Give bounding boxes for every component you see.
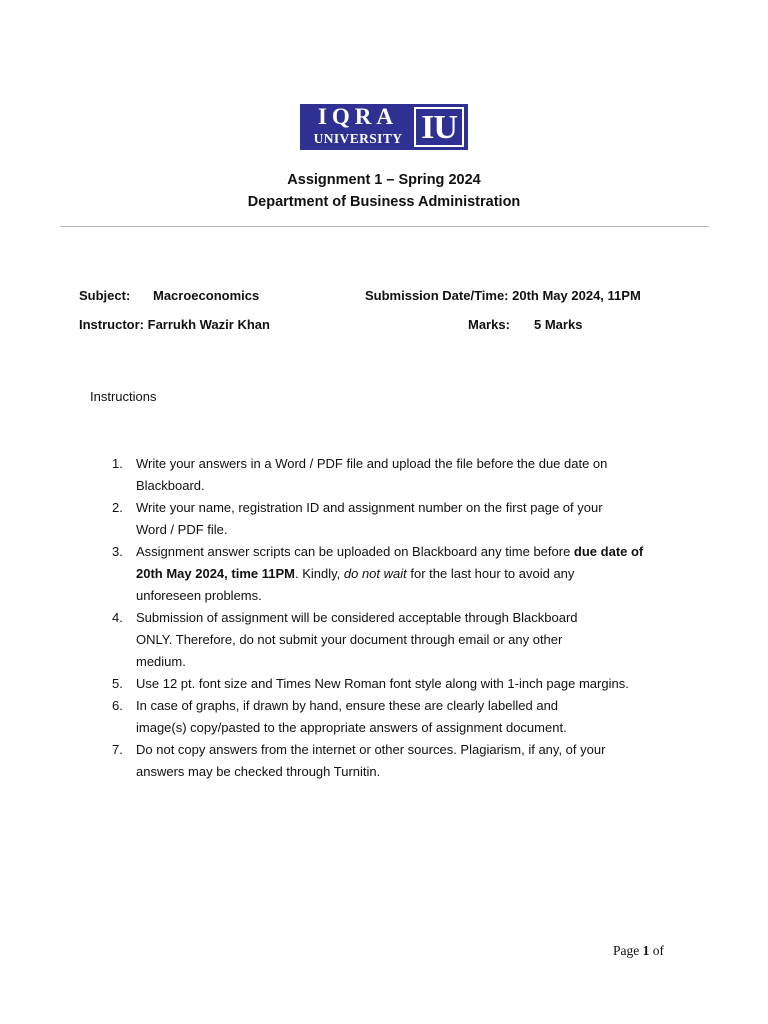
item-number: 3. bbox=[112, 544, 123, 559]
item-number: 5. bbox=[112, 676, 123, 691]
instructions-heading: Instructions bbox=[90, 389, 157, 404]
item-text: medium. bbox=[136, 654, 186, 669]
item-text-italic: do not wait bbox=[343, 566, 407, 581]
item-text: Do not copy answers from the internet or other sources. Plagiarism, if any, of your bbox=[136, 742, 606, 757]
item-text: Submission of assignment will be considered acceptable through Blackboard bbox=[136, 610, 578, 625]
item-text: In case of graphs, if drawn by hand, ensure these are clearly labelled and bbox=[136, 698, 559, 713]
item-number: 2. bbox=[112, 500, 123, 515]
logo-mark: IU bbox=[414, 107, 464, 147]
submission-label: Submission Date/Time: bbox=[365, 288, 509, 303]
item-text: for the last hour to avoid any bbox=[406, 566, 575, 581]
list-item bbox=[112, 695, 672, 739]
list-item bbox=[112, 607, 672, 673]
list-item bbox=[112, 497, 672, 541]
instructor-info bbox=[79, 317, 270, 332]
subject-value: Macroeconomics bbox=[153, 288, 260, 303]
item-text-bold: 20th May 2024, time 11PM bbox=[136, 566, 295, 581]
item-text: Use 12 pt. font size and Times New Roman font style along with 1-inch page margins. bbox=[136, 676, 629, 691]
page-number: 1 bbox=[642, 943, 650, 958]
item-text: Write your answers in a Word / PDF file and upload the file before the due date on bbox=[136, 456, 608, 471]
logo-line1: IQRA bbox=[317, 104, 399, 129]
list-item bbox=[112, 541, 672, 607]
page-label: Page bbox=[613, 943, 643, 958]
item-text: Assignment answer scripts can be uploaded on Blackboard any time before bbox=[136, 544, 574, 559]
department-title: Department of Business Administration bbox=[247, 194, 521, 210]
list-item bbox=[112, 673, 672, 695]
item-text-bold: due date of bbox=[573, 544, 644, 559]
list-item bbox=[112, 453, 672, 497]
item-number: 6. bbox=[112, 698, 123, 713]
instructions-list bbox=[112, 453, 672, 783]
item-number: 7. bbox=[112, 742, 123, 757]
instructor-value: Farrukh Wazir Khan bbox=[147, 317, 270, 332]
university-logo bbox=[300, 104, 468, 150]
item-text: Blackboard. bbox=[136, 478, 205, 493]
assignment-title: Assignment 1 – Spring 2024 bbox=[287, 172, 481, 188]
page-of-label: of bbox=[649, 943, 664, 958]
header-divider bbox=[60, 226, 709, 227]
marks-label: Marks: bbox=[468, 317, 510, 332]
list-item bbox=[112, 739, 672, 783]
logo-line2: UNIVERSITY bbox=[313, 131, 403, 146]
item-text: answers may be checked through Turnitin. bbox=[136, 764, 381, 779]
item-text: . Kindly, bbox=[294, 566, 344, 581]
submission-value: 20th May 2024, 11PM bbox=[512, 288, 641, 303]
page-footer bbox=[613, 943, 664, 959]
item-text: Write your name, registration ID and assignment number on the first page of your bbox=[136, 500, 603, 515]
submission-info bbox=[365, 288, 641, 303]
item-number: 1. bbox=[112, 456, 123, 471]
item-number: 4. bbox=[112, 610, 123, 625]
item-text: ONLY. Therefore, do not submit your document through email or any other bbox=[136, 632, 563, 647]
item-text: Word / PDF file. bbox=[136, 522, 228, 537]
instructor-label: Instructor: bbox=[79, 317, 144, 332]
item-text: unforeseen problems. bbox=[136, 588, 262, 603]
marks-value: 5 Marks bbox=[534, 317, 583, 332]
item-text: image(s) copy/pasted to the appropriate answers of assignment document. bbox=[136, 720, 567, 735]
subject-label: Subject: bbox=[79, 288, 131, 303]
